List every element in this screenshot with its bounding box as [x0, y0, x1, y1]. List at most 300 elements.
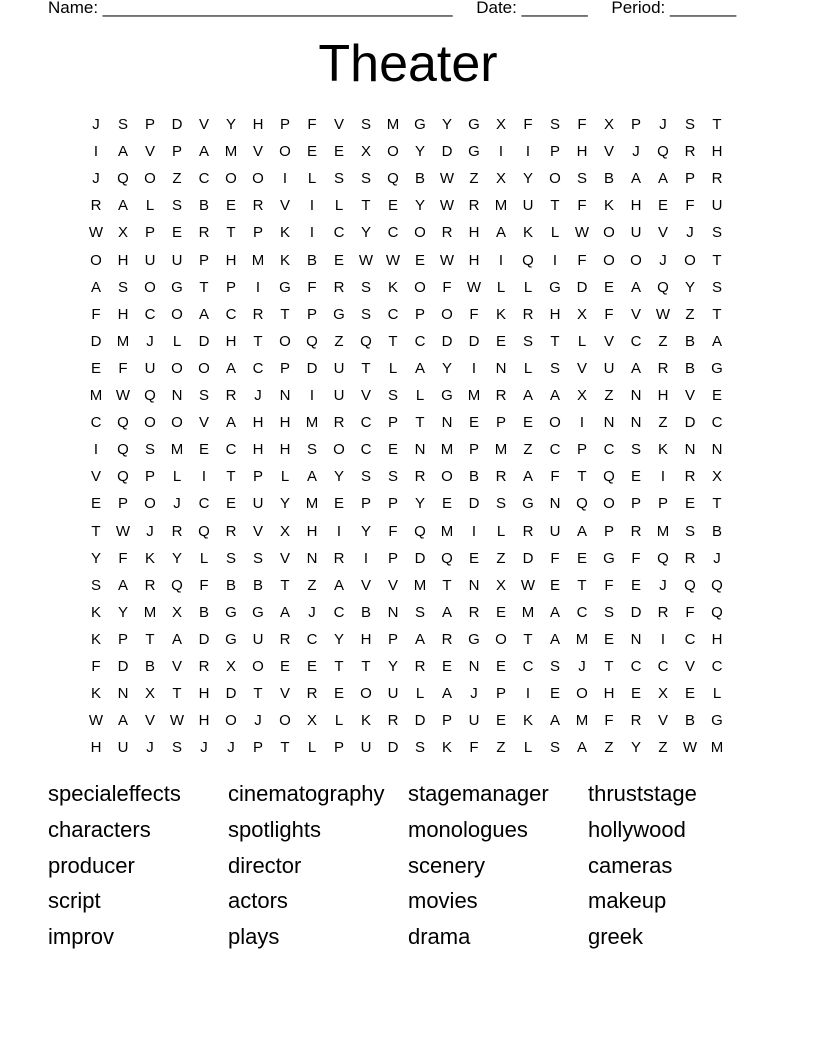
grid-letter: H: [657, 387, 669, 404]
grid-letter: O: [225, 712, 237, 730]
grid-letter: X: [171, 603, 182, 621]
grid-letter: E: [468, 414, 479, 432]
grid-letter: H: [603, 685, 615, 703]
grid-letter: H: [576, 143, 588, 161]
grid-letter: C: [657, 658, 669, 675]
grid-letter: S: [630, 441, 641, 459]
grid-letter: B: [198, 603, 209, 621]
grid-letter: A: [90, 278, 101, 296]
grid-letter: T: [550, 197, 560, 215]
grid-letter: B: [198, 197, 209, 215]
grid-letter: L: [577, 332, 587, 350]
grid-letter: I: [525, 143, 531, 161]
grid-letter: I: [309, 387, 315, 404]
grid-letter: L: [415, 685, 425, 703]
grid-letter: V: [360, 387, 371, 404]
grid-letter: M: [143, 603, 157, 621]
grid-letter: K: [90, 603, 101, 621]
grid-letter: C: [549, 441, 561, 459]
grid-letter: H: [90, 739, 102, 757]
grid-letter: M: [251, 251, 265, 269]
grid-letter: E: [387, 441, 398, 459]
name-date-period-line: Name: _____________________________________ Date: _______ Period: _______: [48, 0, 737, 17]
grid-letter: E: [630, 576, 641, 594]
grid-letter: C: [198, 170, 210, 188]
grid-letter: R: [333, 414, 345, 432]
grid-letter: Q: [360, 332, 372, 350]
grid-letter: S: [711, 278, 722, 296]
grid-letter: L: [712, 685, 722, 703]
grid-letter: R: [90, 197, 102, 215]
grid-letter: A: [711, 332, 722, 350]
grid-letter: P: [306, 305, 317, 323]
grid-letter: W: [439, 170, 455, 188]
grid-letter: J: [227, 739, 235, 757]
grid-letter: I: [471, 522, 477, 540]
grid-letter: T: [91, 522, 101, 540]
grid-letter: G: [225, 603, 237, 621]
grid-letter: V: [630, 305, 641, 323]
grid-letter: Q: [657, 278, 669, 296]
grid-letter: R: [468, 197, 480, 215]
grid-letter: M: [710, 739, 724, 757]
grid-letter: E: [333, 685, 344, 703]
grid-letter: I: [336, 522, 342, 540]
grid-letter: E: [576, 549, 587, 567]
grid-letter: E: [495, 332, 506, 350]
grid-letter: O: [576, 685, 588, 703]
grid-letter: X: [279, 522, 290, 540]
grid-letter: G: [468, 630, 480, 648]
grid-letter: L: [145, 197, 155, 215]
grid-letter: R: [414, 658, 426, 675]
grid-letter: P: [225, 278, 236, 296]
grid-letter: G: [711, 712, 723, 730]
grid-letter: R: [630, 712, 642, 730]
grid-letter: O: [360, 685, 372, 703]
grid-letter: T: [388, 332, 398, 350]
grid-letter: X: [576, 387, 587, 404]
grid-letter: Q: [306, 332, 318, 350]
grid-letter: P: [468, 441, 479, 459]
grid-letter: D: [441, 332, 453, 350]
grid-letter: T: [604, 658, 614, 675]
grid-letter: C: [603, 441, 615, 459]
grid-letter: T: [280, 305, 290, 323]
word-list-item: hollywood: [588, 816, 686, 842]
grid-letter: J: [254, 387, 262, 404]
grid-letter: P: [252, 739, 263, 757]
grid-letter: P: [198, 251, 209, 269]
grid-letter: G: [225, 630, 237, 648]
grid-letter: K: [279, 251, 290, 269]
grid-letter: S: [549, 116, 560, 133]
grid-letter: C: [225, 441, 237, 459]
grid-letter: U: [171, 251, 183, 269]
grid-letter: O: [549, 414, 561, 432]
grid-letter: N: [630, 630, 642, 648]
grid-letter: M: [440, 522, 454, 540]
grid-letter: J: [146, 522, 154, 540]
grid-letter: F: [604, 305, 614, 323]
grid-letter: S: [603, 603, 614, 621]
word-list-item: improv: [48, 924, 115, 950]
word-list-item: makeup: [588, 888, 667, 914]
grid-letter: U: [360, 739, 372, 757]
grid-letter: A: [198, 305, 209, 323]
grid-letter: O: [630, 251, 642, 269]
grid-letter: R: [252, 197, 264, 215]
grid-letter: E: [333, 143, 344, 161]
grid-letter: P: [441, 712, 452, 730]
grid-letter: O: [171, 414, 183, 432]
grid-letter: J: [92, 116, 100, 133]
grid-letter: T: [712, 305, 722, 323]
grid-letter: D: [387, 739, 399, 757]
grid-letter: G: [279, 278, 291, 296]
grid-letter: H: [117, 251, 129, 269]
grid-letter: P: [576, 441, 587, 459]
grid-letter: I: [363, 549, 369, 567]
grid-letter: S: [522, 332, 533, 350]
grid-letter: F: [118, 359, 128, 377]
word-list-item: scenery: [408, 852, 486, 878]
grid-letter: H: [252, 116, 264, 133]
grid-letter: H: [360, 630, 372, 648]
grid-letter: S: [549, 359, 560, 377]
grid-letter: E: [90, 359, 101, 377]
word-list-item: director: [228, 852, 302, 878]
grid-letter: X: [117, 224, 128, 242]
grid-letter: S: [387, 468, 398, 486]
grid-letter: F: [577, 197, 587, 215]
grid-letter: G: [333, 305, 345, 323]
grid-letter: G: [603, 549, 615, 567]
grid-letter: Q: [657, 549, 669, 567]
grid-letter: J: [308, 603, 316, 621]
grid-letter: T: [280, 576, 290, 594]
grid-letter: U: [603, 359, 615, 377]
grid-letter: V: [576, 359, 587, 377]
grid-letter: O: [603, 251, 615, 269]
grid-letter: R: [495, 387, 507, 404]
grid-letter: S: [117, 116, 128, 133]
grid-letter: E: [414, 251, 425, 269]
grid-letter: S: [360, 170, 371, 188]
grid-letter: M: [494, 197, 508, 215]
grid-letter: I: [660, 468, 666, 486]
grid-letter: M: [305, 414, 319, 432]
grid-letter: R: [225, 522, 237, 540]
grid-letter: M: [521, 603, 535, 621]
grid-letter: D: [684, 414, 696, 432]
grid-letter: S: [549, 658, 560, 675]
grid-letter: L: [388, 359, 398, 377]
grid-letter: O: [279, 712, 291, 730]
grid-letter: R: [684, 143, 696, 161]
grid-letter: N: [630, 414, 642, 432]
grid-letter: P: [630, 116, 641, 133]
word-list-item: actors: [228, 888, 288, 914]
grid-letter: Y: [414, 197, 425, 215]
grid-letter: S: [414, 603, 425, 621]
grid-letter: P: [657, 495, 668, 513]
grid-letter: F: [631, 549, 641, 567]
grid-letter: W: [574, 224, 590, 242]
grid-letter: N: [468, 658, 480, 675]
grid-letter: O: [684, 251, 696, 269]
grid-letter: N: [549, 495, 561, 513]
grid-letter: Y: [333, 468, 344, 486]
grid-letter: L: [523, 359, 533, 377]
grid-letter: R: [306, 685, 318, 703]
grid-letter: G: [522, 495, 534, 513]
grid-letter: Y: [441, 359, 452, 377]
grid-letter: F: [469, 739, 479, 757]
grid-letter: P: [387, 495, 398, 513]
grid-letter: E: [198, 441, 209, 459]
grid-letter: B: [225, 576, 236, 594]
grid-letter: Q: [711, 576, 723, 594]
grid-letter: E: [225, 495, 236, 513]
grid-letter: O: [387, 143, 399, 161]
grid-letter: J: [470, 685, 478, 703]
grid-letter: Y: [279, 495, 290, 513]
grid-letter: S: [711, 224, 722, 242]
grid-letter: C: [360, 441, 372, 459]
grid-letter: U: [711, 197, 723, 215]
grid-letter: J: [254, 712, 262, 730]
grid-letter: E: [495, 712, 506, 730]
grid-letter: R: [279, 630, 291, 648]
grid-letter: F: [685, 197, 695, 215]
grid-letter: T: [712, 116, 722, 133]
grid-letter: J: [146, 739, 154, 757]
grid-letter: R: [684, 468, 696, 486]
grid-letter: T: [550, 332, 560, 350]
grid-letter: F: [550, 468, 560, 486]
grid-letter: G: [711, 359, 723, 377]
grid-letter: O: [414, 278, 426, 296]
grid-letter: Z: [334, 332, 344, 350]
grid-letter: C: [306, 630, 318, 648]
grid-letter: W: [88, 224, 104, 242]
grid-letter: S: [360, 305, 371, 323]
grid-letter: Y: [117, 603, 128, 621]
grid-letter: Y: [360, 224, 371, 242]
grid-letter: S: [684, 522, 695, 540]
grid-letter: C: [198, 495, 210, 513]
grid-letter: F: [199, 576, 209, 594]
grid-letter: P: [279, 359, 290, 377]
grid-letter: W: [169, 712, 185, 730]
grid-letter: U: [468, 712, 480, 730]
grid-letter: M: [413, 576, 427, 594]
grid-letter: Q: [657, 143, 669, 161]
grid-letter: F: [469, 305, 479, 323]
grid-letter: T: [442, 576, 452, 594]
grid-letter: B: [414, 170, 425, 188]
grid-letter: T: [523, 630, 533, 648]
grid-letter: Z: [172, 170, 182, 188]
grid-letter: P: [252, 468, 263, 486]
grid-letter: O: [144, 414, 156, 432]
grid-letter: Y: [225, 116, 236, 133]
grid-letter: R: [198, 224, 210, 242]
grid-letter: O: [171, 359, 183, 377]
grid-letter: H: [198, 685, 210, 703]
grid-letter: D: [468, 332, 480, 350]
grid-letter: C: [252, 359, 264, 377]
grid-letter: R: [630, 522, 642, 540]
grid-letter: V: [252, 522, 263, 540]
grid-letter: V: [657, 224, 668, 242]
grid-letter: Q: [603, 468, 615, 486]
grid-letter: I: [93, 143, 99, 161]
grid-letter: N: [414, 441, 426, 459]
grid-letter: H: [711, 143, 723, 161]
grid-letter: O: [144, 495, 156, 513]
grid-letter: R: [252, 305, 264, 323]
grid-letter: F: [577, 251, 587, 269]
grid-letter: K: [387, 278, 398, 296]
grid-letter: P: [144, 224, 155, 242]
grid-letter: L: [172, 332, 182, 350]
grid-letter: T: [280, 739, 290, 757]
grid-letter: P: [603, 522, 614, 540]
grid-letter: C: [333, 224, 345, 242]
grid-letter: U: [522, 197, 534, 215]
grid-letter: P: [414, 305, 425, 323]
grid-letter: T: [712, 495, 722, 513]
grid-letter: P: [387, 549, 398, 567]
grid-letter: Y: [90, 549, 101, 567]
grid-letter: Z: [658, 739, 668, 757]
grid-letter: C: [225, 305, 237, 323]
grid-letter: H: [225, 332, 237, 350]
grid-letter: E: [603, 630, 614, 648]
grid-letter: V: [387, 576, 398, 594]
grid-letter: Z: [685, 305, 695, 323]
grid-letter: E: [711, 387, 722, 404]
grid-letter: O: [603, 224, 615, 242]
grid-letter: W: [115, 522, 131, 540]
grid-letter: O: [198, 359, 210, 377]
grid-letter: X: [360, 143, 371, 161]
grid-letter: Q: [117, 441, 129, 459]
grid-letter: V: [603, 143, 614, 161]
grid-letter: S: [198, 387, 209, 404]
grid-letter: I: [309, 224, 315, 242]
grid-letter: M: [494, 441, 508, 459]
grid-letter: M: [116, 332, 130, 350]
grid-letter: S: [387, 387, 398, 404]
grid-letter: P: [630, 495, 641, 513]
grid-letter: P: [684, 170, 695, 188]
grid-letter: E: [684, 685, 695, 703]
grid-letter: X: [657, 685, 668, 703]
grid-letter: A: [279, 603, 290, 621]
grid-letter: A: [495, 224, 506, 242]
word-list-item: monologues: [408, 816, 528, 842]
grid-letter: Q: [117, 414, 129, 432]
word-list-item: movies: [408, 888, 478, 914]
grid-letter: I: [309, 197, 315, 215]
grid-letter: Y: [684, 278, 695, 296]
grid-letter: N: [117, 685, 129, 703]
grid-letter: O: [441, 305, 453, 323]
grid-letter: S: [90, 576, 101, 594]
grid-letter: K: [603, 197, 614, 215]
grid-letter: L: [172, 468, 182, 486]
grid-letter: X: [576, 305, 587, 323]
grid-letter: I: [498, 143, 504, 161]
grid-letter: E: [684, 495, 695, 513]
grid-letter: B: [603, 170, 614, 188]
grid-letter: N: [306, 549, 318, 567]
word-list-item: greek: [588, 924, 644, 950]
grid-letter: V: [279, 685, 290, 703]
grid-letter: K: [360, 712, 371, 730]
grid-letter: T: [199, 278, 209, 296]
grid-letter: Z: [658, 332, 668, 350]
grid-letter: A: [414, 630, 425, 648]
grid-letter: X: [495, 576, 506, 594]
grid-letter: D: [576, 278, 588, 296]
grid-letter: T: [334, 658, 344, 675]
grid-letter: V: [252, 143, 263, 161]
grid-letter: Y: [387, 658, 398, 675]
grid-letter: E: [657, 197, 668, 215]
grid-letter: A: [522, 387, 533, 404]
grid-letter: X: [495, 116, 506, 133]
grid-letter: O: [252, 170, 264, 188]
grid-letter: C: [630, 332, 642, 350]
grid-letter: P: [360, 495, 371, 513]
grid-letter: C: [522, 658, 534, 675]
grid-letter: E: [306, 143, 317, 161]
grid-letter: A: [306, 468, 317, 486]
grid-letter: P: [252, 224, 263, 242]
grid-letter: C: [387, 305, 399, 323]
grid-letter: A: [522, 468, 533, 486]
grid-letter: S: [225, 549, 236, 567]
grid-letter: F: [307, 116, 317, 133]
grid-letter: S: [252, 549, 263, 567]
grid-letter: I: [552, 251, 558, 269]
grid-letter: Z: [496, 739, 506, 757]
grid-letter: Q: [171, 576, 183, 594]
grid-letter: P: [495, 414, 506, 432]
grid-letter: M: [89, 387, 103, 404]
grid-letter: V: [279, 197, 290, 215]
grid-letter: O: [90, 251, 102, 269]
grid-letter: N: [495, 359, 507, 377]
grid-letter: P: [387, 414, 398, 432]
grid-letter: D: [198, 332, 210, 350]
grid-letter: N: [279, 387, 291, 404]
grid-letter: M: [656, 522, 670, 540]
grid-letter: H: [630, 197, 642, 215]
grid-letter: M: [170, 441, 184, 459]
grid-letter: E: [171, 224, 182, 242]
grid-letter: Q: [711, 603, 723, 621]
grid-letter: C: [711, 658, 723, 675]
grid-letter: P: [333, 739, 344, 757]
grid-letter: F: [685, 603, 695, 621]
grid-letter: W: [439, 251, 455, 269]
grid-letter: A: [225, 414, 236, 432]
